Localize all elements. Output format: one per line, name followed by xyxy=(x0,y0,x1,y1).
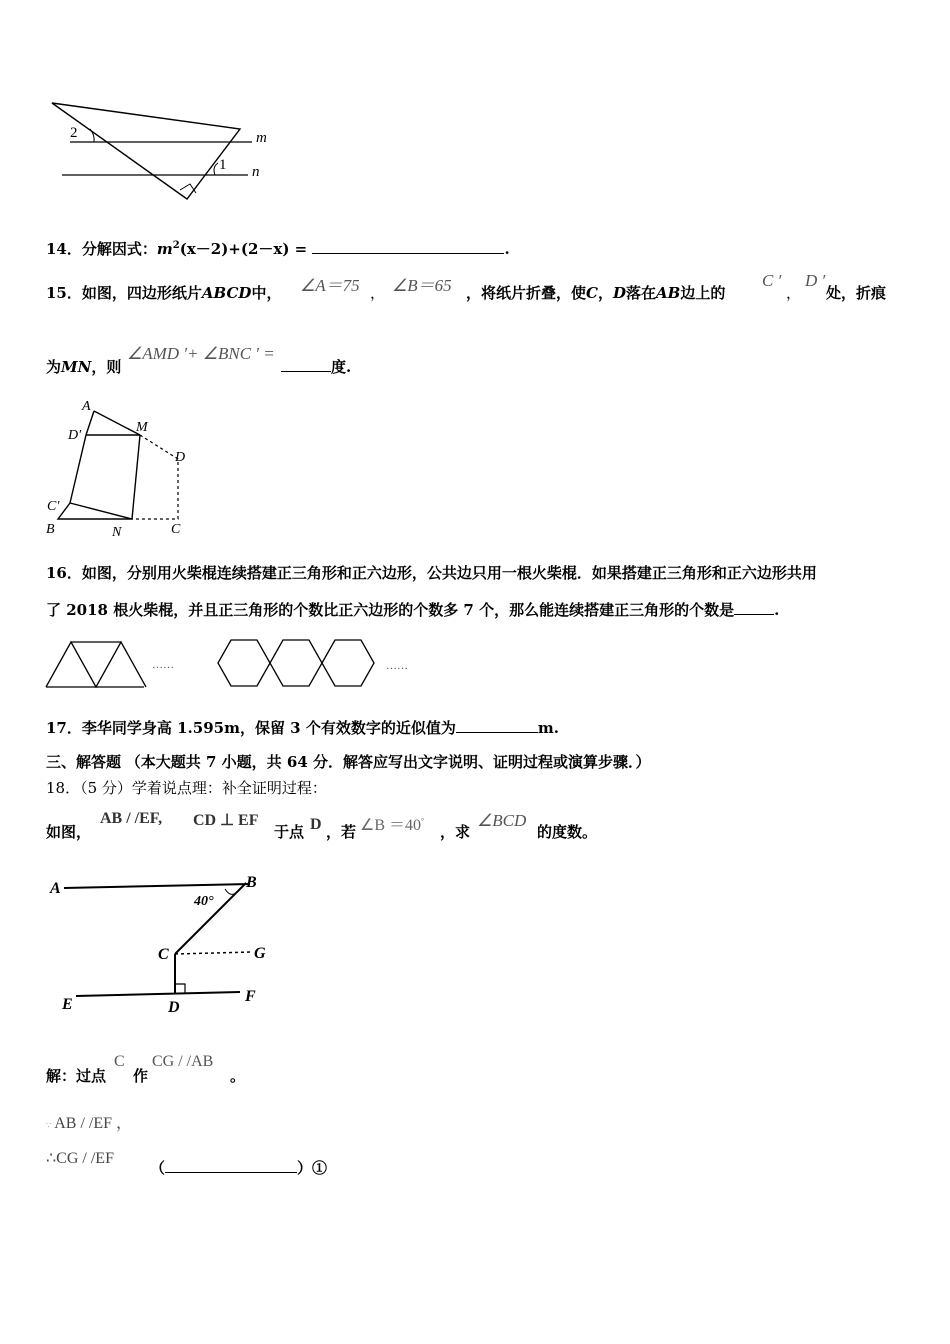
q15-comma-2: ， xyxy=(786,284,802,302)
q18-point-text: 于点 xyxy=(274,823,305,841)
question-14 xyxy=(46,236,510,259)
q17-end: m. xyxy=(537,719,559,737)
label-b: B xyxy=(46,522,55,537)
q18-ab-ef: AB / /EF, xyxy=(100,810,163,827)
label-e: E xyxy=(62,996,73,1013)
q18-find-text: ，求 xyxy=(440,823,471,841)
section-3-note: （本大题共 7 小题，共 64 分．解答应写出文字说明、证明过程或演算步骤．） xyxy=(125,753,651,771)
q15-l2-text-1: 为 xyxy=(46,358,62,376)
q15-answer xyxy=(281,357,351,377)
solution-reason xyxy=(150,1158,327,1178)
q14-end: . xyxy=(504,240,510,258)
q15-text-1: 如图，四边形纸片 xyxy=(81,284,202,302)
q15-text-3: ，将纸片折叠，使 xyxy=(466,284,587,302)
label-c: C xyxy=(158,946,169,963)
line-ef xyxy=(76,992,240,996)
triangle-zigzag xyxy=(46,642,146,687)
q18-d: D xyxy=(310,816,322,833)
label-f: F xyxy=(245,988,256,1005)
q15-comma: ， xyxy=(370,284,386,302)
hexagon-2 xyxy=(270,640,322,686)
q14-answer-blank[interactable] xyxy=(312,239,504,254)
figure-matchstick-triangles xyxy=(40,632,200,694)
q15-c: C xyxy=(586,284,598,302)
q15-answer-blank[interactable] xyxy=(281,357,331,372)
label-d-prime: D′ xyxy=(68,428,82,443)
q18-end-text: 的度数。 xyxy=(537,823,598,841)
line-ab xyxy=(64,884,250,888)
question-15-line2 xyxy=(46,357,121,377)
label-b: B xyxy=(246,874,257,891)
solution-reason-blank[interactable] xyxy=(165,1158,297,1173)
q16-end: . xyxy=(774,601,780,619)
hexagon-1 xyxy=(218,640,270,686)
solution-reason-open: （ xyxy=(150,1159,166,1177)
q14-number: 14． xyxy=(46,240,82,258)
q18-intro: 如图， xyxy=(46,823,92,841)
label-2: 2 xyxy=(70,125,78,141)
q15-text-2: 中， xyxy=(251,284,282,302)
q15-l2-text-2: ，则 xyxy=(91,358,122,376)
question-16-line1: 16．如图，分别用火柴棍连续搭建正三角形和正六边形，公共边只用一根火柴棍．如果搭建正三角形和正六边形共用 xyxy=(46,564,817,582)
q15-c-prime: C ′ xyxy=(762,271,782,290)
q18-angle-bcd: ∠BCD xyxy=(477,811,527,830)
figure-folded-quadrilateral xyxy=(40,395,200,545)
question-15-line1-b xyxy=(466,283,725,303)
q18-angle-b xyxy=(360,812,424,835)
q17-text: 17．李华同学身高 1.595m，保留 3 个有效数字的近似值为 xyxy=(46,719,456,737)
label-m: m xyxy=(256,130,267,146)
solution-c: C xyxy=(114,1053,125,1070)
section-3-title: 三、解答题 xyxy=(46,753,122,771)
label-m: M xyxy=(136,420,148,435)
label-c: C xyxy=(171,522,181,537)
solution-period: 。 xyxy=(230,1067,246,1085)
q16-answer-blank[interactable] xyxy=(734,600,774,615)
solution-make: 作 xyxy=(133,1067,149,1085)
solution-reason-close: ）① xyxy=(297,1159,328,1177)
q15-d-prime: D ′ xyxy=(805,271,826,290)
angle-b-arc xyxy=(225,889,236,894)
q18-if-text: ，若 xyxy=(326,823,357,841)
question-15-line1 xyxy=(46,283,281,303)
label-d: D xyxy=(175,450,186,465)
solution-because-mark: ∵ xyxy=(46,1121,52,1130)
q18-cd-ef: CD ⊥ EF xyxy=(193,812,259,829)
question-18-header: 18．（5 分）学着说点理：补全证明过程： xyxy=(46,779,327,797)
q14-expr-rest: (x－2)+(2－x) = xyxy=(179,240,308,258)
solution-cg-ab: CG / /AB xyxy=(152,1053,214,1070)
question-16-line2 xyxy=(46,600,779,620)
q18-angle-b-value: ∠B ＝40 xyxy=(360,817,422,834)
figure-parallel-lines-triangle xyxy=(40,95,290,210)
segment-a-m xyxy=(94,411,140,435)
q15-abcd: ABCD xyxy=(201,284,252,302)
q14-text: 分解因式： xyxy=(81,240,157,258)
q15-mn: MN xyxy=(61,358,92,376)
label-n: n xyxy=(252,164,260,180)
segment-cg-dashed xyxy=(175,952,252,954)
q15-sep: ， xyxy=(597,284,613,302)
label-a: A xyxy=(82,399,91,414)
q15-ab: AB xyxy=(656,284,681,302)
section-3-heading xyxy=(46,752,651,772)
q18-degree: ° xyxy=(421,816,425,826)
label-g: G xyxy=(254,945,266,962)
right-triangle xyxy=(52,103,240,199)
q15-text-4: 落在 xyxy=(626,284,657,302)
q15-formula: ∠AMD ′+ ∠BNC ′ = xyxy=(127,344,275,363)
q15-text-5: 边上的 xyxy=(680,284,726,302)
dots-hexagons: …… xyxy=(386,660,408,672)
label-40-degrees: 40° xyxy=(194,894,214,909)
right-angle-mark xyxy=(180,184,196,193)
q14-expr-m: m xyxy=(156,240,173,258)
q15-angle-b: ∠B＝65 xyxy=(392,276,452,295)
hexagon-3 xyxy=(322,640,374,686)
q15-number: 15． xyxy=(46,284,82,302)
solution-line-3: ∴CG / /EF xyxy=(46,1150,114,1167)
label-1: 1 xyxy=(219,157,227,173)
label-c-prime: C′ xyxy=(47,499,60,514)
q17-answer-blank[interactable] xyxy=(456,718,538,733)
solution-l2-text: AB / /EF ， xyxy=(54,1115,133,1132)
q16-line2-text: 了 2018 根火柴棍，并且正三角形的个数比正六边形的个数多 7 个，那么能连续搭建正三角形的个数是 xyxy=(46,601,735,619)
label-a: A xyxy=(50,880,61,897)
label-n: N xyxy=(112,525,122,540)
angle-1-arc xyxy=(214,163,218,175)
q15-angle-a: ∠A＝75 xyxy=(300,276,360,295)
segment-c-prime-n xyxy=(70,503,132,519)
q15-text-6: 处，折痕 xyxy=(826,284,887,302)
label-d: D xyxy=(168,999,180,1016)
dots-triangles: …… xyxy=(152,659,174,671)
q15-l2-end: 度. xyxy=(331,358,352,376)
question-17 xyxy=(46,718,559,738)
figure-parallel-lines-bcd xyxy=(40,862,280,1022)
solution-intro: 解：过点 xyxy=(46,1067,107,1085)
q14-expr-sup: 2 xyxy=(172,240,180,251)
solution-line-2 xyxy=(46,1110,132,1133)
q15-d: D xyxy=(612,284,626,302)
figure-matchstick-hexagons xyxy=(212,630,422,696)
